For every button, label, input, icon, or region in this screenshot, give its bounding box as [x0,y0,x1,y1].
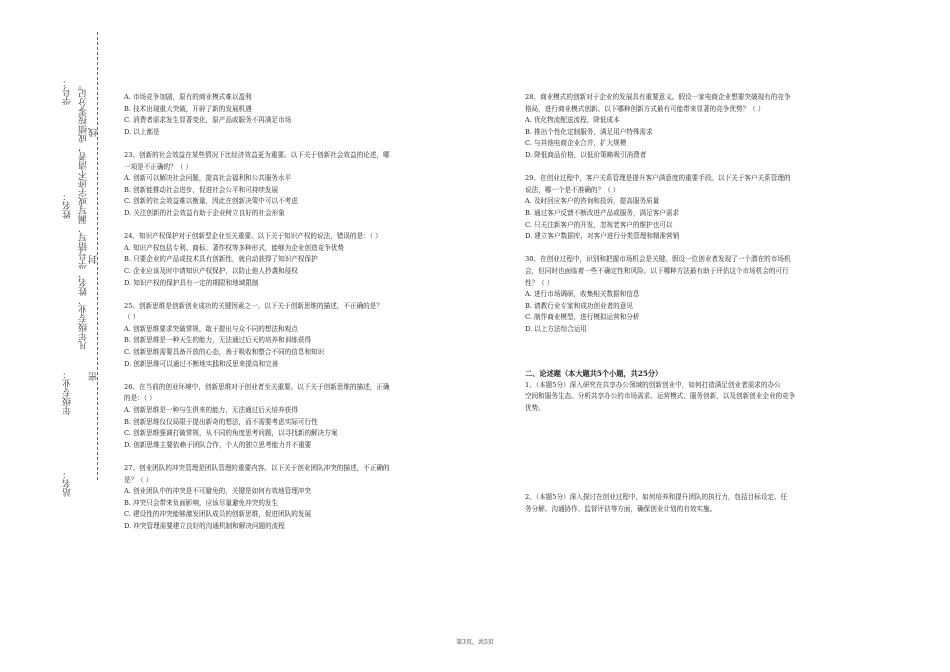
seal-notice: 凡年级专业、姓名、学号错写、漏写或字迹不清者，成绩按零分记。 [79,80,89,350]
question-line: C. 制作商业模型，进行模拟运营和分析 [525,313,640,322]
seal-mark-feng: 封 [89,255,99,264]
site-name-label: 站名： [63,470,73,497]
question-line: 28、商业模式的创新对于企业的发展具有重要意义。假设一家电商企业想要突破现有的竞争 [525,93,791,101]
question-line: 是？（ ） [124,475,153,484]
blank-line [124,138,464,150]
question-line: C. 创新思维强调打破常规，从不同的角度思考问题，以寻找新的解决方案 [124,429,338,438]
blank-line [124,289,464,301]
question-line: D. 降低商品价格，以低价策略吸引消费者 [525,150,647,159]
question-line: C. 与其他电商企业合并，扩大规模 [525,139,627,148]
question-line: B. 创新思维仅仅局限于提出新奇的想法，而不需要考虑实际可行性 [124,417,318,426]
question-line: 29、在创业过程中，客户关系管理是提升客户满意度的重要手段。以下关于客户关系管理的 [525,174,791,183]
question-line: D. 冲突管理需要建立良好的沟通机制和解决问题的流程 [124,521,285,530]
essay-section [525,368,870,414]
question-line: D. 创新思维可以通过不断地实践和反思来提高和完善 [124,359,279,368]
question-line: B. 推出个性化定制服务，满足用户特殊需求 [525,127,653,136]
student-id-label: 学号： [63,78,73,105]
essay-q2 [525,492,870,515]
question-line: B. 请教行业专家和成功创业者的意见 [525,301,633,310]
question-line: A. 知识产权包括专利、商标、著作权等多种形式，能够为企业创造竞争优势 [124,243,344,252]
question-line: B. 通过客户反馈不断改进产品或服务，满足客户需求 [525,208,680,217]
question-line: B. 创新能推动社会进步，促进社会公平和可持续发展 [124,185,279,194]
question-line: A. 创业团队中的冲突是不可避免的，关键是如何有效地管理冲突 [124,487,311,496]
question-line: D. 关注创新的社会效益有助于企业树立良好的社会形象 [124,208,285,217]
question-line: （ ） [124,313,140,322]
question-line: 30、在创业过程中，识别和把握市场机会是关键。假设一位创业者发现了一个潜在的市场机 [525,255,791,264]
blank-line [124,370,464,382]
question-line: D. 以上都是 [124,127,160,136]
question-line: 的是：（ ） [124,394,156,403]
right-question-column [525,92,870,335]
question-line: 27、创业团队的冲突管理是团队管理的重要内容。以下关于创业团队冲突的描述，不正确的 [124,464,390,472]
blank-line [525,243,870,255]
question-line: B. 只要企业的产品或技术具有创新性，就自动获得了知识产权保护 [124,255,318,264]
question-line: 24、知识产权保护对于创新型企业至关重要。以下关于知识产权的说法，错误的是：（ ） [124,232,382,241]
name-label: 姓名： [63,192,73,219]
question-line: 一项是不正确的？（ ） [124,162,193,171]
question-line: B. 创新思维是一种天生的能力，无法通过后天的培养和训练获得 [124,336,312,345]
question-line: 性？（ ） [525,278,554,287]
question-line: A. 优化物流配送流程，降低成本 [525,116,620,125]
question-line: 23、创新的社会效益在某些情况下比经济效益更为重要。以下关于创新社会效益的论述，哪 [124,150,390,159]
seal-mark-xian: 线 [89,128,99,137]
question-line: C. 消费者需求发生显著变化，原产品或服务不再满足市场 [124,116,292,125]
question-line: 说法，哪一个是不准确的？（ ） [525,185,620,194]
question-line: C. 创新的社会效益难以衡量，因此在创新决策中可以不考虑 [124,197,298,206]
question-line: C. 创新思维需要具备开放的心态，善于吸收和整合不同的信息和知识 [124,348,325,357]
question-line: D. 创新思维主要依赖于团队合作，个人的独立思考能力并不重要 [124,440,312,449]
left-question-column [124,92,464,533]
question-line: A. 创新思维要求突破常规，敢于提出与众不同的想法和观点 [124,324,298,333]
question-line: A. 创新思维是一种与生俱来的能力，无法通过后天培养获得 [124,406,298,415]
question-line: 26、在当前的创业环境中，创新思维对于创业者至关重要。以下关于创新思维的描述，正确 [124,382,390,391]
question-line: D. 建立客户数据库，对客户进行分类管理和精准营销 [525,232,680,241]
page-footer: 第3页，共5页 [456,639,494,646]
question-line: C. 企业应该及时申请知识产权保护，以防止他人抄袭和侵权 [124,266,298,275]
question-line: 会，但同时也面临着一些不确定性和风险。以下哪种方法最有助于评估这个市场机会的可行 [525,266,789,275]
essay-q1-line1: 1、（本题5分）深入研究在共享办公领域的创新创业中，如何打造满足创业者需求的办公 [525,380,781,389]
essay-q2-line2: 务分解、沟通协作、监督评估等方面，确保创业计划的有效实施。 [525,504,717,513]
question-line: B. 技术出现重大突破，开辟了新的发展机遇 [124,104,252,113]
essay-q1-line2: 空间和服务生态。分析共享办公的市场需求、运营模式、服务创新，以及创新创业企业的竞争 [525,392,796,401]
question-line: D. 知识产权的保护具有一定的期限和地域限制 [124,278,259,287]
blank-line [525,162,870,174]
blank-line [124,451,464,463]
question-line: C. 建设性的冲突能够激发团队成员的创新思维，促进团队的发展 [124,510,312,519]
grade-major-label: 年级专业： [63,370,73,415]
essay-section-title: 二、论述题（本大题共5个小题，共25分） [525,369,663,378]
question-line: A. 创新可以解决社会问题，提高社会福利和公共服务水平 [124,174,292,183]
question-line: D. 以上方法综合运用 [525,324,587,333]
question-line: A. 市场竞争加剧，原有的商业模式难以盈利 [124,93,252,101]
binding-margin [0,0,110,672]
question-line: C. 只关注新客户的开发，忽视老客户的维护也可以 [525,220,673,229]
question-line: B. 冲突只会带来负面影响，应该尽量避免冲突的发生 [124,498,279,507]
essay-q2-line1: 2、（本题5分）深入探讨在创业过程中，如何培养和提升团队的执行力，包括目标设定、任 [525,493,788,501]
question-line: 格局，进行商业模式创新。以下哪种创新方式最有可能带来显著的竞争优势？（ ） [525,104,765,113]
question-line: 25、创新思维是创新创业成功的关键因素之一。以下关于创新思维的描述，不正确的是？ [124,301,383,310]
blank-line [124,220,464,232]
question-line: A. 进行市场调研，收集相关数据和信息 [525,290,640,299]
seal-mark-mi: 密 [89,372,99,381]
essay-q1-line3: 优势。 [525,403,545,412]
question-line: A. 及时回应客户的咨询和投诉，提高服务质量 [525,197,660,206]
